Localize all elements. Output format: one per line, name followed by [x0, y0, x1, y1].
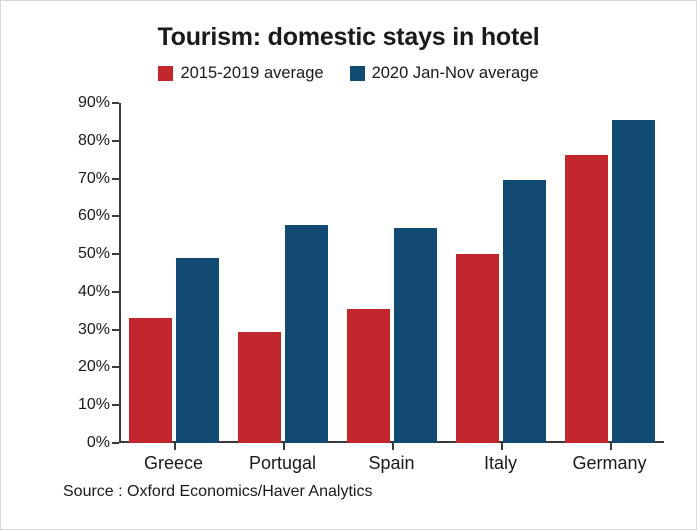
y-axis-tick-label: 60% — [77, 207, 110, 225]
y-axis-tick-mark — [112, 140, 119, 142]
y-axis-tick-mark — [112, 253, 119, 255]
y-axis-tick-label: 70% — [77, 169, 110, 187]
y-axis-tick-mark — [112, 442, 119, 444]
x-axis-tick-label: Portugal — [248, 453, 317, 473]
y-axis-tick-label: 20% — [77, 358, 110, 376]
y-axis-tick-label: 90% — [77, 94, 110, 111]
chart-title: Tourism: domestic stays in hotel — [157, 23, 540, 51]
bar-series-2 — [394, 228, 437, 443]
y-axis-tick-label: 80% — [77, 131, 110, 149]
x-axis-tick-label: Spain — [368, 453, 415, 473]
bar-series-2 — [176, 258, 219, 443]
x-axis-tick-mark — [392, 443, 394, 450]
bar-series-2 — [285, 225, 328, 443]
y-axis-tick-mark — [112, 329, 119, 331]
bar-group — [337, 103, 446, 473]
plot-area — [77, 94, 664, 473]
y-axis-tick-label: 50% — [77, 245, 110, 263]
y-axis-tick-mark — [112, 404, 119, 406]
y-axis-tick-mark — [112, 366, 119, 368]
x-axis-tick-mark — [283, 443, 285, 450]
y-axis-tick-mark — [112, 215, 119, 217]
y-axis-tick-mark — [112, 102, 119, 104]
y-axis-tick-label: 30% — [77, 320, 110, 338]
x-axis-tick-label: Greece — [143, 453, 204, 473]
y-axis-tick-mark — [112, 291, 119, 293]
bar-series-1 — [456, 254, 499, 443]
x-axis-tick-mark — [501, 443, 503, 450]
y-axis-tick-label: 0% — [86, 434, 110, 451]
legend-label-series-1: 2015-2019 average — [180, 64, 324, 82]
bar-group — [119, 103, 228, 473]
bar-series-1 — [238, 332, 281, 443]
x-axis-tick-label: Italy — [483, 453, 518, 473]
bar-group — [228, 103, 337, 473]
bar-group — [446, 103, 555, 473]
x-axis-tick-mark — [174, 443, 176, 450]
bar-series-1 — [565, 155, 608, 443]
y-axis-tick-label: 40% — [77, 282, 110, 300]
legend-swatch-series-1 — [158, 66, 173, 81]
chart-legend — [1, 64, 696, 83]
legend-label-series-2: 2020 Jan-Nov average — [371, 64, 539, 82]
legend-swatch-series-2 — [350, 66, 365, 81]
legend-item-series-1 — [158, 64, 323, 83]
legend-item-series-2 — [350, 64, 539, 83]
bar-series-2 — [503, 180, 546, 443]
y-axis-tick-mark — [112, 178, 119, 180]
chart-source: Source : Oxford Economics/Haver Analytics — [63, 483, 373, 500]
y-axis-tick-label: 10% — [77, 396, 110, 414]
bar-series-1 — [347, 309, 390, 443]
bar-group — [555, 103, 664, 473]
bar-series-1 — [129, 318, 172, 443]
x-axis-tick-label: Germany — [572, 453, 647, 473]
x-axis-tick-mark — [610, 443, 612, 450]
bar-series-2 — [612, 120, 655, 443]
